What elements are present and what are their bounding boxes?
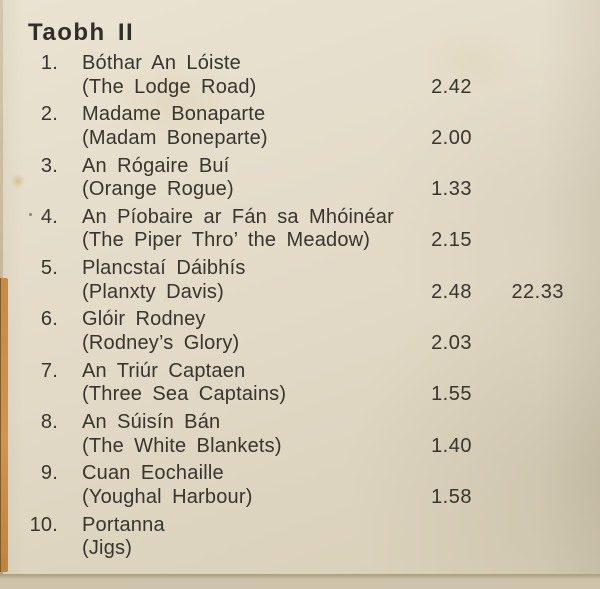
track-number: 1.	[40, 52, 58, 74]
track-row	[0, 360, 600, 407]
track-number: 10.	[29, 513, 58, 536]
track-text	[82, 206, 400, 253]
track-text	[82, 103, 400, 150]
track-title-irish: Madame Bonaparte	[82, 103, 266, 126]
track-row	[0, 52, 600, 99]
track-row	[0, 411, 600, 458]
sleeve-bottom-edge	[0, 574, 600, 589]
track-title-english: (Youghal Harbour)	[82, 485, 253, 508]
track-title-english: (Planxty Davis)	[82, 280, 224, 303]
track-number: 5.	[40, 257, 58, 280]
track-title-english: (Madam Boneparte)	[82, 126, 268, 149]
track-number: 8.	[40, 411, 58, 434]
track-duration: 1.33	[431, 178, 472, 201]
track-title-irish: Portanna	[82, 513, 165, 536]
track-title-english: (Jigs)	[82, 537, 133, 560]
track-title-irish: Glóir Rodney	[82, 308, 206, 331]
side-total-duration: 22.33	[511, 280, 564, 303]
track-duration: 1.55	[431, 383, 472, 406]
track-number: 6.	[40, 308, 58, 331]
track-duration: 2.48	[431, 280, 472, 303]
track-text	[82, 462, 400, 509]
track-list	[0, 52, 600, 565]
track-text	[82, 52, 400, 99]
track-row	[0, 155, 600, 202]
track-text	[82, 308, 400, 355]
track-title-english: (The Piper Thro’ the Meadow)	[82, 229, 371, 252]
track-row	[0, 257, 600, 304]
track-row	[0, 308, 600, 355]
track-title-irish: An Súisín Bán	[82, 411, 221, 434]
track-duration: 1.58	[431, 485, 472, 508]
track-title-irish: An Píobaire ar Fán sa Mhóinéar	[82, 205, 394, 228]
track-text	[82, 257, 400, 304]
track-text	[82, 155, 400, 202]
track-title-english: (Three Sea Captains)	[82, 383, 287, 406]
side-heading: Taobh II	[28, 19, 135, 46]
track-text	[82, 360, 400, 407]
track-duration: 2.15	[431, 229, 472, 252]
track-number: 2.	[40, 103, 58, 126]
track-row	[0, 103, 600, 150]
track-title-english: (Orange Rogue)	[82, 178, 234, 201]
track-text	[82, 514, 400, 561]
track-title-english: (The Lodge Road)	[82, 75, 257, 98]
track-title-irish: An Rógaire Buí	[82, 154, 230, 177]
track-title-english: (Rodney’s Glory)	[82, 331, 240, 354]
track-number: 7.	[40, 359, 58, 382]
track-duration: 1.40	[431, 434, 472, 457]
track-duration: 2.42	[431, 75, 472, 98]
track-title-irish: Bóthar An Lóiste	[82, 52, 241, 74]
track-number: 9.	[40, 462, 58, 485]
track-number: 4.	[40, 205, 58, 228]
track-text	[82, 411, 400, 458]
track-title-irish: Plancstaí Dáibhís	[82, 257, 246, 280]
track-title-english: (The White Blankets)	[82, 434, 282, 457]
track-title-irish: Cuan Eochaille	[82, 462, 224, 485]
track-row	[0, 206, 600, 253]
track-title-irish: An Triúr Captaen	[82, 359, 246, 382]
track-row	[0, 514, 600, 561]
track-duration: 2.03	[431, 331, 472, 354]
track-number: 3.	[40, 154, 58, 177]
track-row	[0, 462, 600, 509]
track-duration: 2.00	[431, 126, 472, 149]
